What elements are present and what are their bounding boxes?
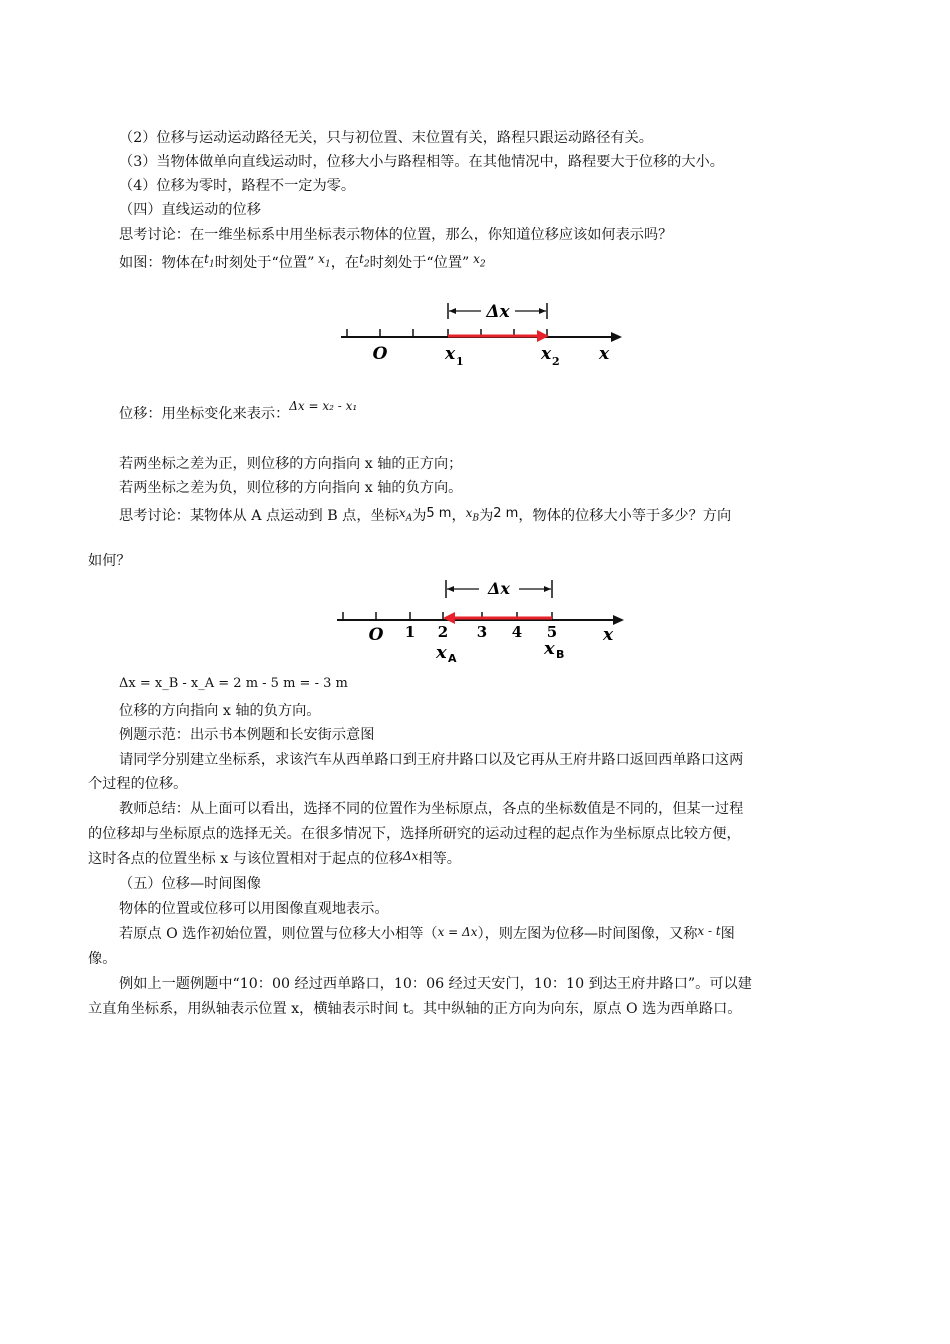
fig1-bracket-arrow-left	[449, 308, 456, 314]
t1-letter: t	[204, 252, 209, 266]
fig1-delta-label: Δx	[486, 302, 510, 322]
line-10	[119, 506, 731, 531]
line-7	[119, 399, 358, 424]
line-17: 的位移却与坐标原点的选择无关。在很多情况下，选择所研究的运动过程的起点作为坐标原点比较方便，	[88, 826, 741, 842]
t1-sub: 1	[208, 259, 215, 270]
fig2-tick-label: 4	[511, 623, 523, 641]
line-21	[119, 924, 735, 944]
fig2-delta-label: Δx	[488, 579, 510, 598]
fig1-origin-label: O	[372, 344, 388, 364]
fig2-xB-label: x	[544, 638, 555, 659]
figure-displacement-positive	[333, 295, 625, 377]
line-6-part-b: 时刻处于“位置”	[214, 255, 315, 271]
line-10-part-d: ，	[451, 508, 466, 524]
xB-symbol	[465, 506, 480, 524]
line-14: 请同学分别建立坐标系，求该汽车从西单路口到王府井路口以及它再从王府井路口返回西单路口这两	[119, 752, 744, 768]
line-15: 个过程的位移。	[88, 776, 188, 792]
fig2-origin-label: O	[368, 625, 384, 645]
fig1-x2-label: x	[541, 344, 552, 364]
dx-symbol: Δx	[402, 849, 419, 863]
x2-symbol	[469, 252, 486, 270]
fig1-x1-label: x	[445, 344, 456, 364]
x1-sub: 1	[324, 259, 331, 270]
line-10-part-g: ，物体的位移大小等于多少？方向	[518, 508, 732, 524]
x2-letter: x	[473, 252, 480, 266]
xB-letter: x	[465, 506, 473, 520]
x1-letter: x	[318, 252, 325, 266]
line-10-part-e: 为	[479, 508, 494, 524]
fig2-axis-arrowhead	[613, 615, 624, 625]
fig2-axis-label: x	[603, 625, 614, 645]
line-11: 如何？	[88, 553, 131, 569]
x-t-symbol: x - t	[697, 924, 721, 938]
line-9: 若两坐标之差为负，则位移的方向指向 x 轴的负方向。	[119, 480, 463, 496]
figure-displacement-negative	[333, 574, 627, 664]
line-24: 立直角坐标系，用纵轴表示位置 x，横轴表示时间 t。其中纵轴的正方向为向东，原点 O 选为西单路口。	[88, 1001, 742, 1017]
t2-symbol	[359, 252, 370, 270]
line-3: （4）位移为零时，路程不一定为零。	[119, 178, 356, 194]
fig2-tick-label: 2	[437, 623, 449, 641]
line-10-part-a: 思考讨论：某物体从 A 点运动到 B 点，坐标	[119, 508, 399, 524]
fig2-xA-label: x	[436, 642, 447, 663]
line-18	[88, 849, 461, 869]
line-18-part-b: 相等。	[418, 851, 461, 867]
line-20: 物体的位置或位移可以用图像直观地表示。	[119, 901, 389, 917]
t2-letter: t	[359, 252, 364, 266]
xA-symbol	[398, 506, 413, 524]
t2-sub: 2	[363, 259, 370, 270]
fig2-tick-label: 3	[476, 623, 488, 641]
x2-sub: 2	[479, 259, 486, 270]
ab-formula: Δx = x_B - x_A = 2 m - 5 m = - 3 m	[119, 676, 348, 691]
line-7-text: 位移：用坐标变化来表示：	[119, 406, 290, 422]
fig1-axis-arrowhead	[611, 332, 622, 342]
x1-symbol	[314, 252, 331, 270]
line-21-part-a: 若原点 O 选作初始位置，则位置与位移大小相等（	[119, 926, 438, 942]
line-10-part-b: 为	[412, 508, 427, 524]
line-2: （3）当物体做单向直线运动时，位移大小与路程相等。在其他情况中，路程要大于位移的大小。	[119, 154, 724, 170]
xA-sub: A	[405, 513, 413, 524]
line-18-part-a: 这时各点的位置坐标 x 与该位置相对于起点的位移	[88, 851, 403, 867]
fig2-tick-label: 1	[404, 623, 416, 641]
line-21-part-c: 图	[720, 926, 735, 942]
line-13: 例题示范：出示书本例题和长安街示意图	[119, 727, 375, 743]
line-1: （2）位移与运动运动路径无关，只与初位置、末位置有关，路程只跟运动路径有关。	[119, 130, 653, 146]
fig2-xA-sub: A	[448, 652, 457, 664]
line-6-part-a: 如图：物体在	[119, 255, 205, 271]
line-6-part-d: 时刻处于“位置”	[369, 255, 470, 271]
fig2-tick-label: 5	[546, 623, 558, 641]
line-6-part-c: ，在	[330, 255, 360, 271]
fig1-x2-sub: 2	[552, 355, 560, 368]
fig1-bracket-arrow-right	[539, 308, 546, 314]
fig2-xB-sub: B	[556, 648, 565, 661]
fig2-bracket-arrow-left	[447, 586, 454, 592]
xB-value: 2 m	[493, 506, 519, 521]
line-22: 像。	[88, 951, 117, 967]
line-5: 思考讨论：在一维坐标系中用坐标表示物体的位置，那么，你知道位移应该如何表示吗？	[119, 227, 673, 243]
line-23: 例如上一题例题中“10：00 经过西单路口，10：06 经过天安门，10：10 到达王府井路口”。可以建	[119, 976, 752, 992]
xA-letter: x	[398, 506, 406, 520]
fig2-bracket-arrow-right	[544, 586, 551, 592]
xA-value: 5 m	[426, 506, 452, 521]
line-8: 若两坐标之差为正，则位移的方向指向 x 轴的正方向；	[119, 456, 463, 472]
line-12: 位移的方向指向 x 轴的负方向。	[119, 703, 321, 719]
fig1-axis-label: x	[599, 344, 610, 364]
fig1-x1-sub: 1	[456, 355, 464, 368]
section-heading-4: （四）直线运动的位移	[119, 202, 261, 218]
line-16: 教师总结：从上面可以看出，选择不同的位置作为坐标原点，各点的坐标数值是不同的，但某一过程	[119, 801, 744, 817]
section-heading-5: （五）位移—时间图像	[119, 876, 261, 892]
dx-formula: Δx = x₂ - x₁	[289, 399, 358, 413]
x-eq-dx: x = Δx	[437, 925, 478, 939]
line-21-part-b: ），则左图为位移—时间图像，又称	[477, 926, 698, 942]
xB-sub: B	[472, 513, 480, 524]
line-6	[119, 253, 486, 278]
t1-symbol	[204, 252, 215, 270]
